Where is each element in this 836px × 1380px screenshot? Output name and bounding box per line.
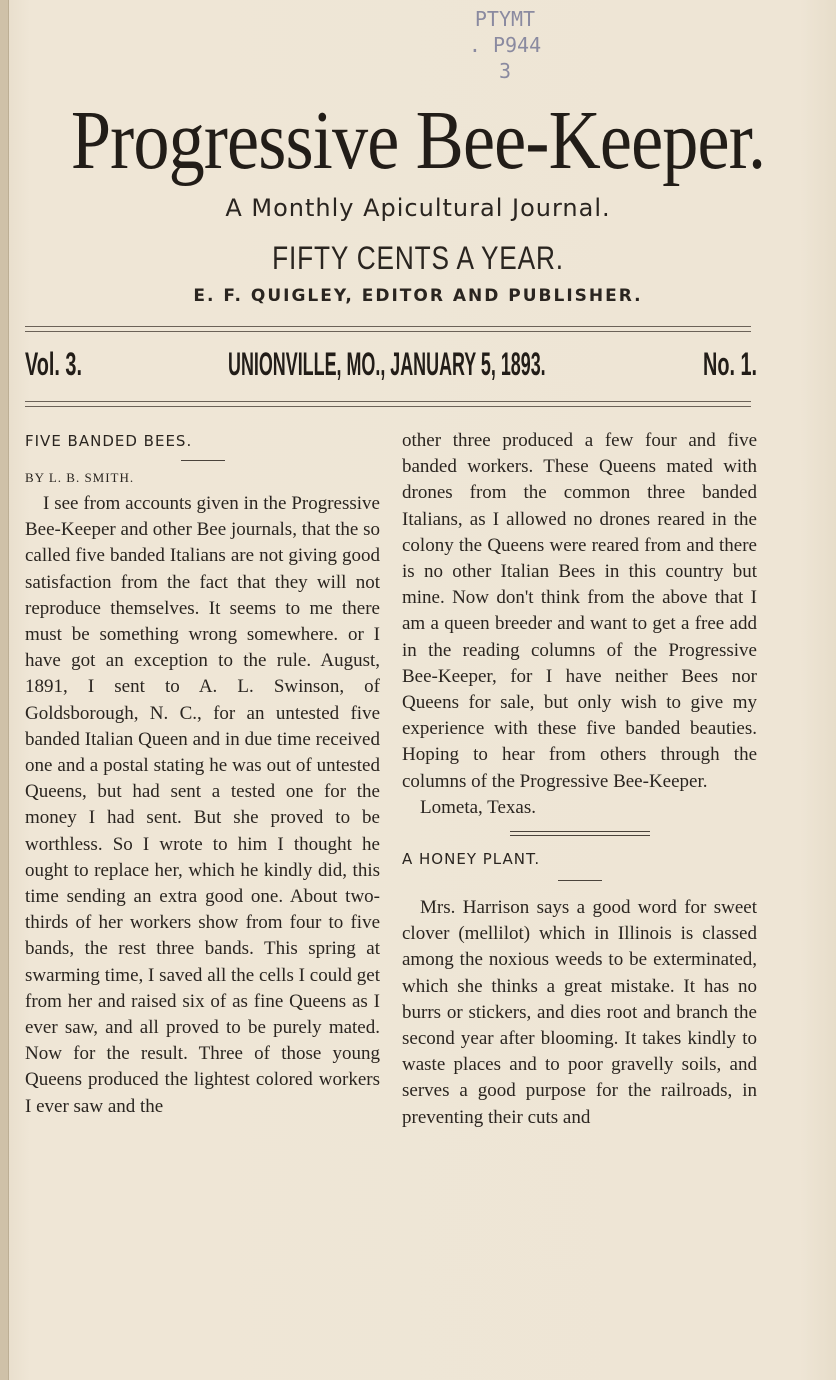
headline-divider <box>181 460 225 461</box>
library-call-number <box>440 6 570 84</box>
call-number-line-3: 3 <box>498 59 512 83</box>
column-right <box>402 428 757 1131</box>
volume-number: Vol. 3. <box>25 346 82 382</box>
masthead-rule-top-2 <box>25 331 751 332</box>
article-headline: FIVE BANDED BEES. <box>25 432 193 450</box>
dateline <box>25 346 758 388</box>
article-byline: BY L. B. SMITH. <box>25 470 135 485</box>
headline-divider-2 <box>558 880 602 881</box>
masthead-title: Progressive Bee-Keeper. <box>70 94 766 187</box>
dateline-rule-bottom-2 <box>25 406 751 407</box>
article-body: I see from accounts given in the Progressive Bee-Keeper and other Bee journals, that the so called five banded Italians are not giving good satisfaction from the fact that they will not reproduce themselves. It seems to me there must be something wrong somewhere. or I have got an exception to the rule. August, 1891, I sent to A. L. Swinson, of Goldsborough, N. C., for an untested five banded Italian Queen and in due time received one and a postal stating he was out of untested Queens, but had sent a tested one for the money I had sent. But she proved to be worthless. So I wrote to him I thought he ought to replace her, which he kindly did, this time sending an extra good one. About two-thirds of her workers show from four to five bands, the rest three bands. This spring at swarming time, I saved all the cells I could get from her and raised six of as fine Queens as I ever saw, and all proved to be purely mated. Now for the result. Three of those young Queens produced the lightest colored workers I ever saw and the <box>25 493 380 1117</box>
editor-line: E. F. QUIGLEY, EDITOR AND PUBLISHER. <box>193 286 643 306</box>
column-left <box>25 428 380 1120</box>
call-number-line-1: PTYMT <box>474 7 536 31</box>
subscription-price: FIFTY CENTS A YEAR. <box>272 240 564 276</box>
article-body-continued: other three produced a few four and five banded workers. These Queens mated with drones from the common three banded Italians, as I allowed no drones reared in the colony the Queens were reared from and there is no other Italian Bees in this country but mine. Now don't think from the above that I am a queen breeder and want to get a free add in the reading columns of the Progressive Bee-Keeper, for I have neither Bees nor Queens for sale, but only wish to give my experience with these five banded beauties. Hoping to hear from others through the columns of the Progressive Bee-Keeper. <box>402 430 757 792</box>
article-headline-2: A HONEY PLANT. <box>402 850 541 869</box>
masthead-rule-top <box>25 326 751 327</box>
article-separator <box>510 831 650 836</box>
masthead-subtitle: A Monthly Apicultural Journal. <box>225 194 611 222</box>
article-signoff: Lometa, Texas. <box>420 796 536 818</box>
handwritten-margin-marks <box>2 470 24 850</box>
place-and-date: UNIONVILLE, MO., JANUARY 5, 1893. <box>228 346 546 382</box>
call-number-line-2: . P944 <box>468 33 542 57</box>
issue-number: No. 1. <box>703 346 758 382</box>
dateline-rule-bottom <box>25 401 751 402</box>
article-body-2: Mrs. Harrison says a good word for sweet clover (mellilot) which in Illinois is classed among the noxious weeds to be exterminated, which she thinks a great mistake. It has no burrs or stickers, and dies root and branch the second year after blooming. It takes kindly to waste places and to poor gravelly soils, and serves a good purpose for the railroads, in preventing their cuts and <box>402 897 757 1128</box>
